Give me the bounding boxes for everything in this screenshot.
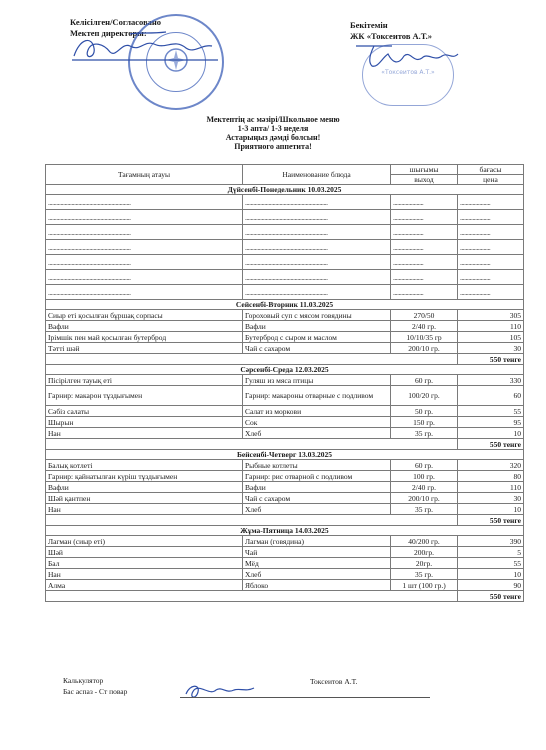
day-total-row bbox=[46, 591, 524, 602]
dish-output: 200/10 гр. bbox=[391, 343, 458, 354]
day-title: Сейсенбі-Вторник 11.03.2025 bbox=[46, 300, 524, 310]
blank-row bbox=[46, 255, 524, 270]
total-spacer bbox=[46, 515, 458, 526]
menu-row bbox=[46, 580, 524, 591]
menu-row bbox=[46, 547, 524, 558]
blank-row bbox=[46, 270, 524, 285]
dish-price: 5 bbox=[458, 547, 524, 558]
blank-cell: ............................................................ bbox=[46, 195, 243, 210]
menu-title-line4: Приятного аппетита! bbox=[234, 142, 312, 151]
dish-price: 55 bbox=[458, 558, 524, 569]
dish-price: 90 bbox=[458, 580, 524, 591]
dish-kz: Сиыр еті қосылған бұршақ сорпасы bbox=[46, 310, 243, 321]
day-title: Жұма-Пятница 14.03.2025 bbox=[46, 526, 524, 536]
menu-row bbox=[46, 558, 524, 569]
blank-cell: ...................... bbox=[391, 240, 458, 255]
dish-ru: Гарнир: макароны отварные с подливом bbox=[243, 386, 391, 406]
blank-cell: ............................................................ bbox=[243, 225, 391, 240]
director-signature bbox=[70, 30, 220, 64]
menu-row bbox=[46, 493, 524, 504]
menu-row bbox=[46, 310, 524, 321]
dish-ru: Хлеб bbox=[243, 504, 391, 515]
blank-cell: ...................... bbox=[458, 285, 524, 300]
dish-output: 35 гр. bbox=[391, 504, 458, 515]
blank-cell: ...................... bbox=[391, 210, 458, 225]
dish-kz: Нан bbox=[46, 569, 243, 580]
blank-cell: ...................... bbox=[391, 225, 458, 240]
dish-price: 390 bbox=[458, 536, 524, 547]
blank-cell: ............................................................ bbox=[46, 270, 243, 285]
menu-row bbox=[46, 332, 524, 343]
dish-price: 80 bbox=[458, 471, 524, 482]
dish-price: 55 bbox=[458, 406, 524, 417]
dish-kz: Шәй bbox=[46, 547, 243, 558]
dish-output: 200/10 гр. bbox=[391, 493, 458, 504]
menu-row bbox=[46, 536, 524, 547]
approval-right-line2: ЖК «Токсеитов А.Т.» bbox=[350, 31, 432, 41]
name-signature-line bbox=[310, 697, 430, 698]
dish-kz: Балық котлеті bbox=[46, 460, 243, 471]
col-header-price-kz: бағасы bbox=[458, 165, 524, 175]
footer-name: Токсеитов А.Т. bbox=[310, 677, 358, 686]
approval-right-line1: Бекітемін bbox=[350, 20, 388, 30]
dish-output: 200гр. bbox=[391, 547, 458, 558]
chef-signature bbox=[180, 680, 260, 702]
dish-kz: Гарнир: макарон тұздығымен bbox=[46, 386, 243, 406]
menu-row bbox=[46, 482, 524, 493]
dish-ru: Салат из моркови bbox=[243, 406, 391, 417]
blank-row bbox=[46, 225, 524, 240]
dish-kz: Вафли bbox=[46, 482, 243, 493]
blank-cell: ............................................................ bbox=[243, 285, 391, 300]
dish-output: 40/200 гр. bbox=[391, 536, 458, 547]
menu-row bbox=[46, 386, 524, 406]
dish-price: 105 bbox=[458, 332, 524, 343]
menu-table bbox=[45, 164, 524, 602]
dish-kz: Лагман (сиыр еті) bbox=[46, 536, 243, 547]
dish-price: 330 bbox=[458, 375, 524, 386]
dish-kz: Вафли bbox=[46, 321, 243, 332]
day-title-row bbox=[46, 185, 524, 195]
dish-output: 60 гр. bbox=[391, 375, 458, 386]
dish-ru: Чай bbox=[243, 547, 391, 558]
footer-chef: Бас аспаз - Ст повар bbox=[63, 687, 128, 696]
blank-cell: ...................... bbox=[458, 210, 524, 225]
blank-cell: ...................... bbox=[458, 225, 524, 240]
dish-price: 110 bbox=[458, 321, 524, 332]
menu-title-line3: Астарыңыз дәмді болсын! bbox=[225, 133, 321, 142]
dish-output: 100/20 гр. bbox=[391, 386, 458, 406]
blank-cell: ...................... bbox=[458, 240, 524, 255]
blank-cell: ............................................................ bbox=[243, 210, 391, 225]
blank-cell: ...................... bbox=[391, 195, 458, 210]
dish-output: 270/50 bbox=[391, 310, 458, 321]
menu-row bbox=[46, 375, 524, 386]
col-header-ru: Наименование блюда bbox=[243, 165, 391, 185]
dish-kz: Нан bbox=[46, 504, 243, 515]
dish-kz: Пісірілген тауық еті bbox=[46, 375, 243, 386]
day-title-row bbox=[46, 450, 524, 460]
dish-price: 110 bbox=[458, 482, 524, 493]
day-title-row bbox=[46, 300, 524, 310]
dish-ru: Вафли bbox=[243, 482, 391, 493]
dish-output: 50 гр. bbox=[391, 406, 458, 417]
dish-ru: Чай с сахаром bbox=[243, 493, 391, 504]
dish-output: 2/40 гр. bbox=[391, 321, 458, 332]
blank-cell: ...................... bbox=[391, 270, 458, 285]
dish-ru: Лагман (говядина) bbox=[243, 536, 391, 547]
blank-cell: ............................................................ bbox=[46, 255, 243, 270]
dish-kz: Сәбіз салаты bbox=[46, 406, 243, 417]
blank-cell: ............................................................ bbox=[46, 210, 243, 225]
dish-price: 320 bbox=[458, 460, 524, 471]
dish-ru: Гарнир: рис отварной с подливом bbox=[243, 471, 391, 482]
head-signature bbox=[352, 40, 462, 70]
dish-kz: Алма bbox=[46, 580, 243, 591]
day-total: 550 тенге bbox=[458, 591, 524, 602]
blank-cell: ............................................................ bbox=[243, 255, 391, 270]
menu-row bbox=[46, 460, 524, 471]
approval-left-line1: Келісілген/Согласовано bbox=[70, 17, 162, 27]
blank-row bbox=[46, 195, 524, 210]
dish-ru: Хлеб bbox=[243, 569, 391, 580]
day-title: Дүйсенбі-Понедельник 10.03.2025 bbox=[46, 185, 524, 195]
day-total: 550 тенге bbox=[458, 354, 524, 365]
menu-row bbox=[46, 406, 524, 417]
dish-output: 10/10/35 гр bbox=[391, 332, 458, 343]
blank-cell: ...................... bbox=[458, 195, 524, 210]
dish-output: 60 гр. bbox=[391, 460, 458, 471]
blank-row bbox=[46, 285, 524, 300]
blank-cell: ...................... bbox=[391, 255, 458, 270]
dish-output: 2/40 гр. bbox=[391, 482, 458, 493]
menu-row bbox=[46, 569, 524, 580]
dish-price: 60 bbox=[458, 386, 524, 406]
dish-ru: Вафли bbox=[243, 321, 391, 332]
menu-row bbox=[46, 343, 524, 354]
day-total: 550 тенге bbox=[458, 515, 524, 526]
dish-output: 150 гр. bbox=[391, 417, 458, 428]
dish-ru: Чай с сахаром bbox=[243, 343, 391, 354]
total-spacer bbox=[46, 439, 458, 450]
company-stamp-text: «Токсеитов А.Т.» bbox=[381, 69, 435, 76]
blank-row bbox=[46, 240, 524, 255]
table-header-row bbox=[46, 165, 524, 175]
dish-price: 10 bbox=[458, 569, 524, 580]
dish-ru: Яблоко bbox=[243, 580, 391, 591]
blank-cell: ...................... bbox=[391, 285, 458, 300]
dish-output: 35 гр. bbox=[391, 428, 458, 439]
dish-kz: Ірімшік пен май қосылған бутерброд bbox=[46, 332, 243, 343]
blank-cell: ............................................................ bbox=[46, 240, 243, 255]
dish-price: 305 bbox=[458, 310, 524, 321]
day-total-row bbox=[46, 515, 524, 526]
menu-row bbox=[46, 321, 524, 332]
dish-kz: Шырын bbox=[46, 417, 243, 428]
footer-calculator: Калькулятор bbox=[63, 676, 104, 685]
dish-output: 100 гр. bbox=[391, 471, 458, 482]
total-spacer bbox=[46, 591, 458, 602]
dish-price: 10 bbox=[458, 504, 524, 515]
menu-title-line1: Мектептің ас мәзірі/Школьное меню bbox=[206, 115, 340, 124]
day-total: 550 тенге bbox=[458, 439, 524, 450]
dish-ru: Хлеб bbox=[243, 428, 391, 439]
dish-ru: Сок bbox=[243, 417, 391, 428]
dish-kz: Гарнир: қайнатылған күріш тұздығымен bbox=[46, 471, 243, 482]
dish-kz: Шәй қантпен bbox=[46, 493, 243, 504]
day-title: Бейсенбі-Четверг 13.03.2025 bbox=[46, 450, 524, 460]
blank-cell: ...................... bbox=[458, 255, 524, 270]
col-header-output-kz: шығымы bbox=[391, 165, 458, 175]
day-total-row bbox=[46, 354, 524, 365]
total-spacer bbox=[46, 354, 458, 365]
day-title-row bbox=[46, 365, 524, 375]
blank-cell: ...................... bbox=[458, 270, 524, 285]
dish-price: 30 bbox=[458, 493, 524, 504]
blank-cell: ............................................................ bbox=[46, 225, 243, 240]
dish-ru: Бутерброд с сыром и маслом bbox=[243, 332, 391, 343]
dish-output: 1 шт (100 гр.) bbox=[391, 580, 458, 591]
dish-ru: Гуляш из мяса птицы bbox=[243, 375, 391, 386]
col-header-kz: Тағамның атауы bbox=[46, 165, 243, 185]
menu-row bbox=[46, 471, 524, 482]
menu-row bbox=[46, 504, 524, 515]
dish-kz: Тәтті шәй bbox=[46, 343, 243, 354]
day-total-row bbox=[46, 439, 524, 450]
dish-kz: Бал bbox=[46, 558, 243, 569]
dish-output: 35 гр. bbox=[391, 569, 458, 580]
dish-output: 20гр. bbox=[391, 558, 458, 569]
day-title-row bbox=[46, 526, 524, 536]
dish-price: 30 bbox=[458, 343, 524, 354]
dish-kz: Нан bbox=[46, 428, 243, 439]
menu-row bbox=[46, 428, 524, 439]
blank-cell: ............................................................ bbox=[243, 270, 391, 285]
dish-ru: Гороховый суп с мясом говядины bbox=[243, 310, 391, 321]
blank-cell: ............................................................ bbox=[46, 285, 243, 300]
menu-row bbox=[46, 417, 524, 428]
blank-row bbox=[46, 210, 524, 225]
menu-title-line2: 1-3 апта/ 1-3 неделя bbox=[237, 124, 309, 133]
approval-left-line2: Мектеп директоры: bbox=[70, 28, 147, 38]
day-title: Сәрсенбі-Среда 12.03.2025 bbox=[46, 365, 524, 375]
dish-price: 95 bbox=[458, 417, 524, 428]
dish-ru: Рыбные котлеты bbox=[243, 460, 391, 471]
col-header-output-ru: выход bbox=[391, 175, 458, 185]
dish-price: 10 bbox=[458, 428, 524, 439]
blank-cell: ............................................................ bbox=[243, 195, 391, 210]
blank-cell: ............................................................ bbox=[243, 240, 391, 255]
col-header-price-ru: цена bbox=[458, 175, 524, 185]
dish-ru: Мёд bbox=[243, 558, 391, 569]
